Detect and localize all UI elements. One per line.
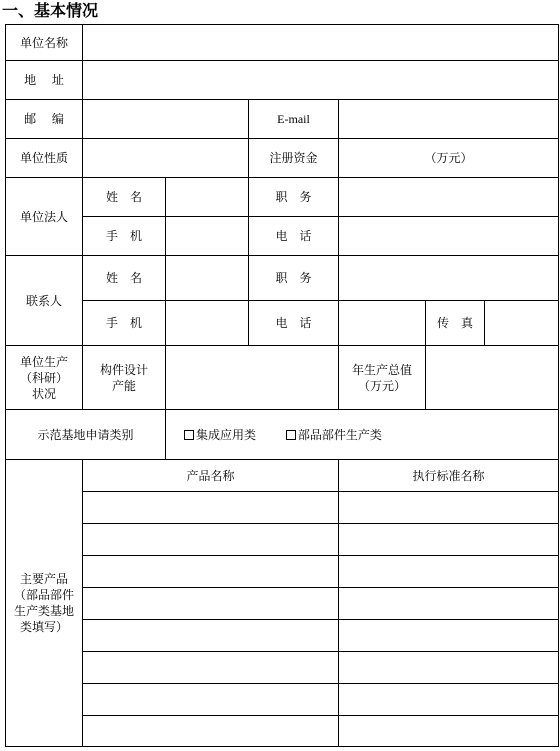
standard-name-cell[interactable] <box>339 556 559 588</box>
production-label-line-2: （科研） <box>19 370 68 385</box>
email-field[interactable] <box>339 100 559 139</box>
contact-fax-label: 传 真 <box>426 301 485 346</box>
col-header-standard-name: 执行标准名称 <box>339 460 559 492</box>
product-name-cell[interactable] <box>83 620 339 652</box>
postcode-field[interactable] <box>83 100 249 139</box>
annual-output-label-line-2: （万元） <box>357 378 406 393</box>
standard-name-cell[interactable] <box>339 588 559 620</box>
option-component-production-label: 部品部件生产类 <box>297 427 382 442</box>
row-production <box>6 346 559 410</box>
unit-name-label: 单位名称 <box>6 25 83 61</box>
option-component-production[interactable] <box>286 427 382 443</box>
postcode-label: 邮 编 <box>6 100 83 139</box>
basic-info-form-table <box>5 24 559 747</box>
contact-name-label: 姓 名 <box>83 256 166 301</box>
unit-nature-label: 单位性质 <box>6 139 83 178</box>
product-row <box>6 556 559 588</box>
address-field[interactable] <box>83 61 559 100</box>
row-demo-base <box>6 410 559 460</box>
product-name-cell[interactable] <box>83 556 339 588</box>
production-label-line-1: 单位生产 <box>19 354 68 369</box>
legal-person-mobile-label: 手 机 <box>83 217 166 256</box>
registered-capital-label: 注册资金 <box>249 139 339 178</box>
unit-name-field[interactable] <box>83 25 559 61</box>
row-postcode-email <box>6 100 559 139</box>
main-products-label <box>6 460 83 747</box>
address-label: 地 址 <box>6 61 83 100</box>
product-name-cell[interactable] <box>83 524 339 556</box>
contact-position-field[interactable] <box>339 256 559 301</box>
contact-name-field[interactable] <box>166 256 249 301</box>
products-header-row <box>6 460 559 492</box>
checkbox-icon[interactable] <box>184 430 194 440</box>
demo-base-label: 示范基地申请类别 <box>6 410 166 460</box>
legal-person-name-field[interactable] <box>166 178 249 217</box>
row-unit-name <box>6 25 559 61</box>
annual-output-field[interactable] <box>426 346 559 410</box>
registered-capital-field[interactable]: （万元） <box>339 139 559 178</box>
product-row <box>6 588 559 620</box>
legal-person-mobile-field[interactable] <box>166 217 249 256</box>
contact-mobile-field[interactable] <box>166 301 249 346</box>
contact-label: 联系人 <box>6 256 83 346</box>
legal-person-label: 单位法人 <box>6 178 83 256</box>
standard-name-cell[interactable] <box>339 716 559 747</box>
product-name-cell[interactable] <box>83 588 339 620</box>
legal-person-position-label: 职 务 <box>249 178 339 217</box>
main-products-label-line-4: 类填写） <box>19 620 68 634</box>
product-row <box>6 716 559 747</box>
option-integrated-application[interactable] <box>184 427 256 443</box>
email-label: E-mail <box>249 100 339 139</box>
row-contact-2 <box>6 301 559 346</box>
row-legal-person-1 <box>6 178 559 217</box>
main-products-label-line-1: 主要产品 <box>19 572 68 586</box>
annual-output-label <box>339 346 426 410</box>
production-status-label <box>6 346 83 410</box>
checkbox-icon[interactable] <box>286 430 296 440</box>
standard-name-cell[interactable] <box>339 524 559 556</box>
main-products-label-line-3: 生产类基地 <box>13 604 74 618</box>
standard-name-cell[interactable] <box>339 652 559 684</box>
standard-name-cell[interactable] <box>339 620 559 652</box>
unit-nature-field[interactable] <box>83 139 249 178</box>
standard-name-cell[interactable] <box>339 684 559 716</box>
contact-fax-field[interactable] <box>485 301 559 346</box>
legal-person-position-field[interactable] <box>339 178 559 217</box>
design-capacity-label-line-2: 产能 <box>111 378 136 393</box>
contact-position-label: 职 务 <box>249 256 339 301</box>
row-nature-capital <box>6 139 559 178</box>
option-integrated-application-label: 集成应用类 <box>196 427 257 442</box>
legal-person-name-label: 姓 名 <box>83 178 166 217</box>
col-header-product-name: 产品名称 <box>83 460 339 492</box>
contact-phone-label: 电 话 <box>249 301 339 346</box>
product-row <box>6 620 559 652</box>
contact-phone-field[interactable] <box>339 301 426 346</box>
annual-output-label-line-1: 年生产总值 <box>351 362 412 377</box>
product-row <box>6 492 559 524</box>
product-row <box>6 524 559 556</box>
demo-base-options <box>166 410 559 460</box>
product-name-cell[interactable] <box>83 684 339 716</box>
design-capacity-label <box>83 346 166 410</box>
row-address <box>6 61 559 100</box>
main-products-label-line-2: （部品部件 <box>13 588 74 602</box>
row-contact-1 <box>6 256 559 301</box>
product-name-cell[interactable] <box>83 716 339 747</box>
product-name-cell[interactable] <box>83 492 339 524</box>
section-heading: 一、基本情况 <box>2 1 99 20</box>
design-capacity-label-line-1: 构件设计 <box>99 362 148 377</box>
legal-person-phone-label: 电 话 <box>249 217 339 256</box>
contact-mobile-label: 手 机 <box>83 301 166 346</box>
standard-name-cell[interactable] <box>339 492 559 524</box>
product-row <box>6 684 559 716</box>
product-name-cell[interactable] <box>83 652 339 684</box>
production-label-line-3: 状况 <box>31 386 56 401</box>
product-row <box>6 652 559 684</box>
row-legal-person-2 <box>6 217 559 256</box>
design-capacity-field[interactable] <box>166 346 339 410</box>
legal-person-phone-field[interactable] <box>339 217 559 256</box>
